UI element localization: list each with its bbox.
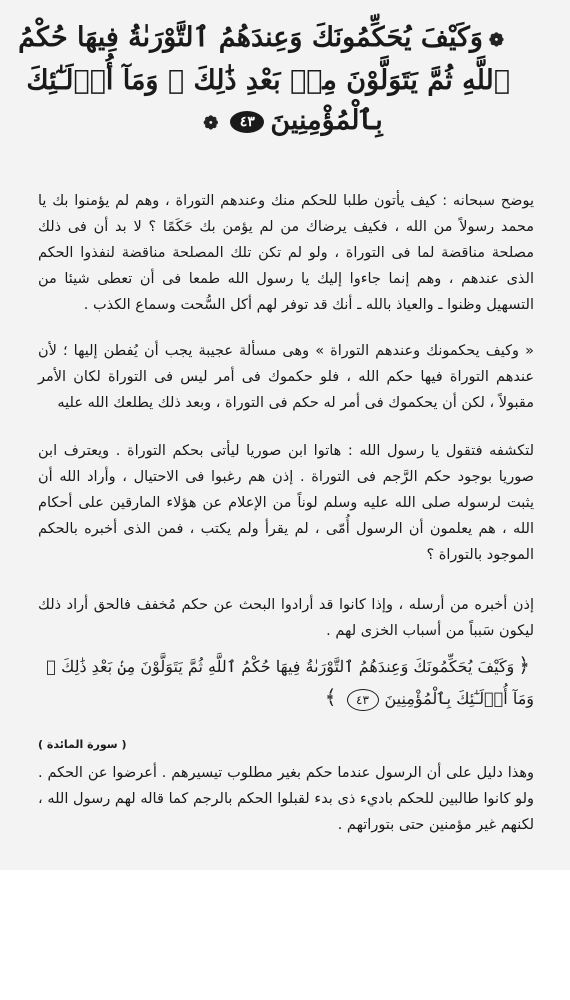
verse-line-1 xyxy=(18,18,510,61)
ornament-icon: ❁ xyxy=(488,30,504,51)
quoted-verse xyxy=(38,650,534,714)
quran-verse-header xyxy=(18,18,510,148)
quoted-verse-text: وَكَيْفَ يُحَكِّمُونَكَ وَعِندَهُمُ ٱلتَّوْرَىٰةُ فِيهَا حُكْمُ ٱللَّهِ ثُمَّ يَتَوَلَّوْنَ مِنۢ بَعْدِ ذَٰلِكَ ۚ وَمَآ أُو۟لَـٰٓئِكَ بِٱلْمُؤْمِنِينَ xyxy=(46,657,534,708)
verse-text-1: وَكَيْفَ يُحَكِّمُونَكَ وَعِندَهُمُ ٱلتَّوْرَىٰةُ فِيهَا حُكْمُ xyxy=(18,22,483,53)
verse-text-3: بِٱلْمُؤْمِنِينَ xyxy=(270,105,383,136)
paragraph-1: يوضح سبحانه : كيف يأتون طلبا للحكم منك وعندهم التوراة ، وهم لم يؤمنوا بك يا محمد رسولاً من الله ، فكيف يرضاك من لم يؤمن بك حَكَمًا ؟ لا بد أن فى ذلك مصلحة مناقضة لما فى التوراة ، ولو لم تكن تلك المصلحة مناقضة لنفذوا الحكم الذى عندهم ، وهم إنما جاءوا إليك يا رسول الله طمعا فى أن تعطى شيئا من التسهيل وظنوا ـ والعياذ بالله ـ أنك قد توفر لهم أكل السُّحت وسماع الكذب . xyxy=(38,193,534,313)
verse-line-2: ٱللَّهِ ثُمَّ يَتَوَلَّوْنَ مِنۢ بَعْدِ ذَٰلِكَ ۚ وَمَآ أُو۟لَـٰٓئِكَ xyxy=(26,65,510,96)
source-label: ( سورة المائدة ) xyxy=(38,738,127,751)
verse-line-3 xyxy=(70,101,510,144)
verse-number-badge: ٤٣ xyxy=(230,111,264,133)
paragraph-2: « وكيف يحكمونك وعندهم التوراة » وهى مسألة عجيبة يجب أن يُفطن إليها ؛ لأن عندهم التوراة فيها حكم الله ، فلو حكموك فى أمر ليس فى التوراة لكان الأمر مقبولاً ، لكن أن يحكموك فى أمر له حكم فى التوراة ، وبعد ذلك يطلعك الله عليه xyxy=(38,343,534,411)
paragraph-3: لتكشفه فتقول يا رسول الله : هاتوا ابن صوريا ليأتى بحكم التوراة . ويعترف ابن صوريا بوجود حكم الرَّجم فى التوراة . إذن هم رغبوا فى الاحتيال ، وأراد الله أن يثبت لرسوله صلى الله عليه وسلم لوناً من الإعلام عن هؤلاء المارقين على أحكام الله ، هم يعلمون أن الرسول أُمّى ، لم يقرأ ولم يكتب ، فمن الذى أخبره بالحكم الموجود بالتوراة ؟ xyxy=(38,443,534,563)
quoted-verse-number: ٤٣ xyxy=(347,689,379,711)
quote-close-bracket: ﴾ xyxy=(324,685,337,709)
quote-open-bracket: ﴿ xyxy=(518,653,530,677)
ornament-icon: ❁ xyxy=(203,113,219,134)
paragraph-5: وهذا دليل على أن الرسول عندما حكم بغير مطلوب تيسيرهم . أعرضوا عن الحكم . ولو كانوا طالبين للحكم باديء ذى بدء لقبلوا الحكم بالرجم كما قاله لهم رسول الله ، لكنهم غير مؤمنين حتى بتوراتهم . xyxy=(38,765,534,833)
paragraph-4: إذن أخبره من أرسله ، وإذا كانوا قد أرادوا البحث عن حكم مُخفف فالحق أراد ذلك ليكون سَبباً من أسباب الخزى لهم . xyxy=(38,597,534,639)
